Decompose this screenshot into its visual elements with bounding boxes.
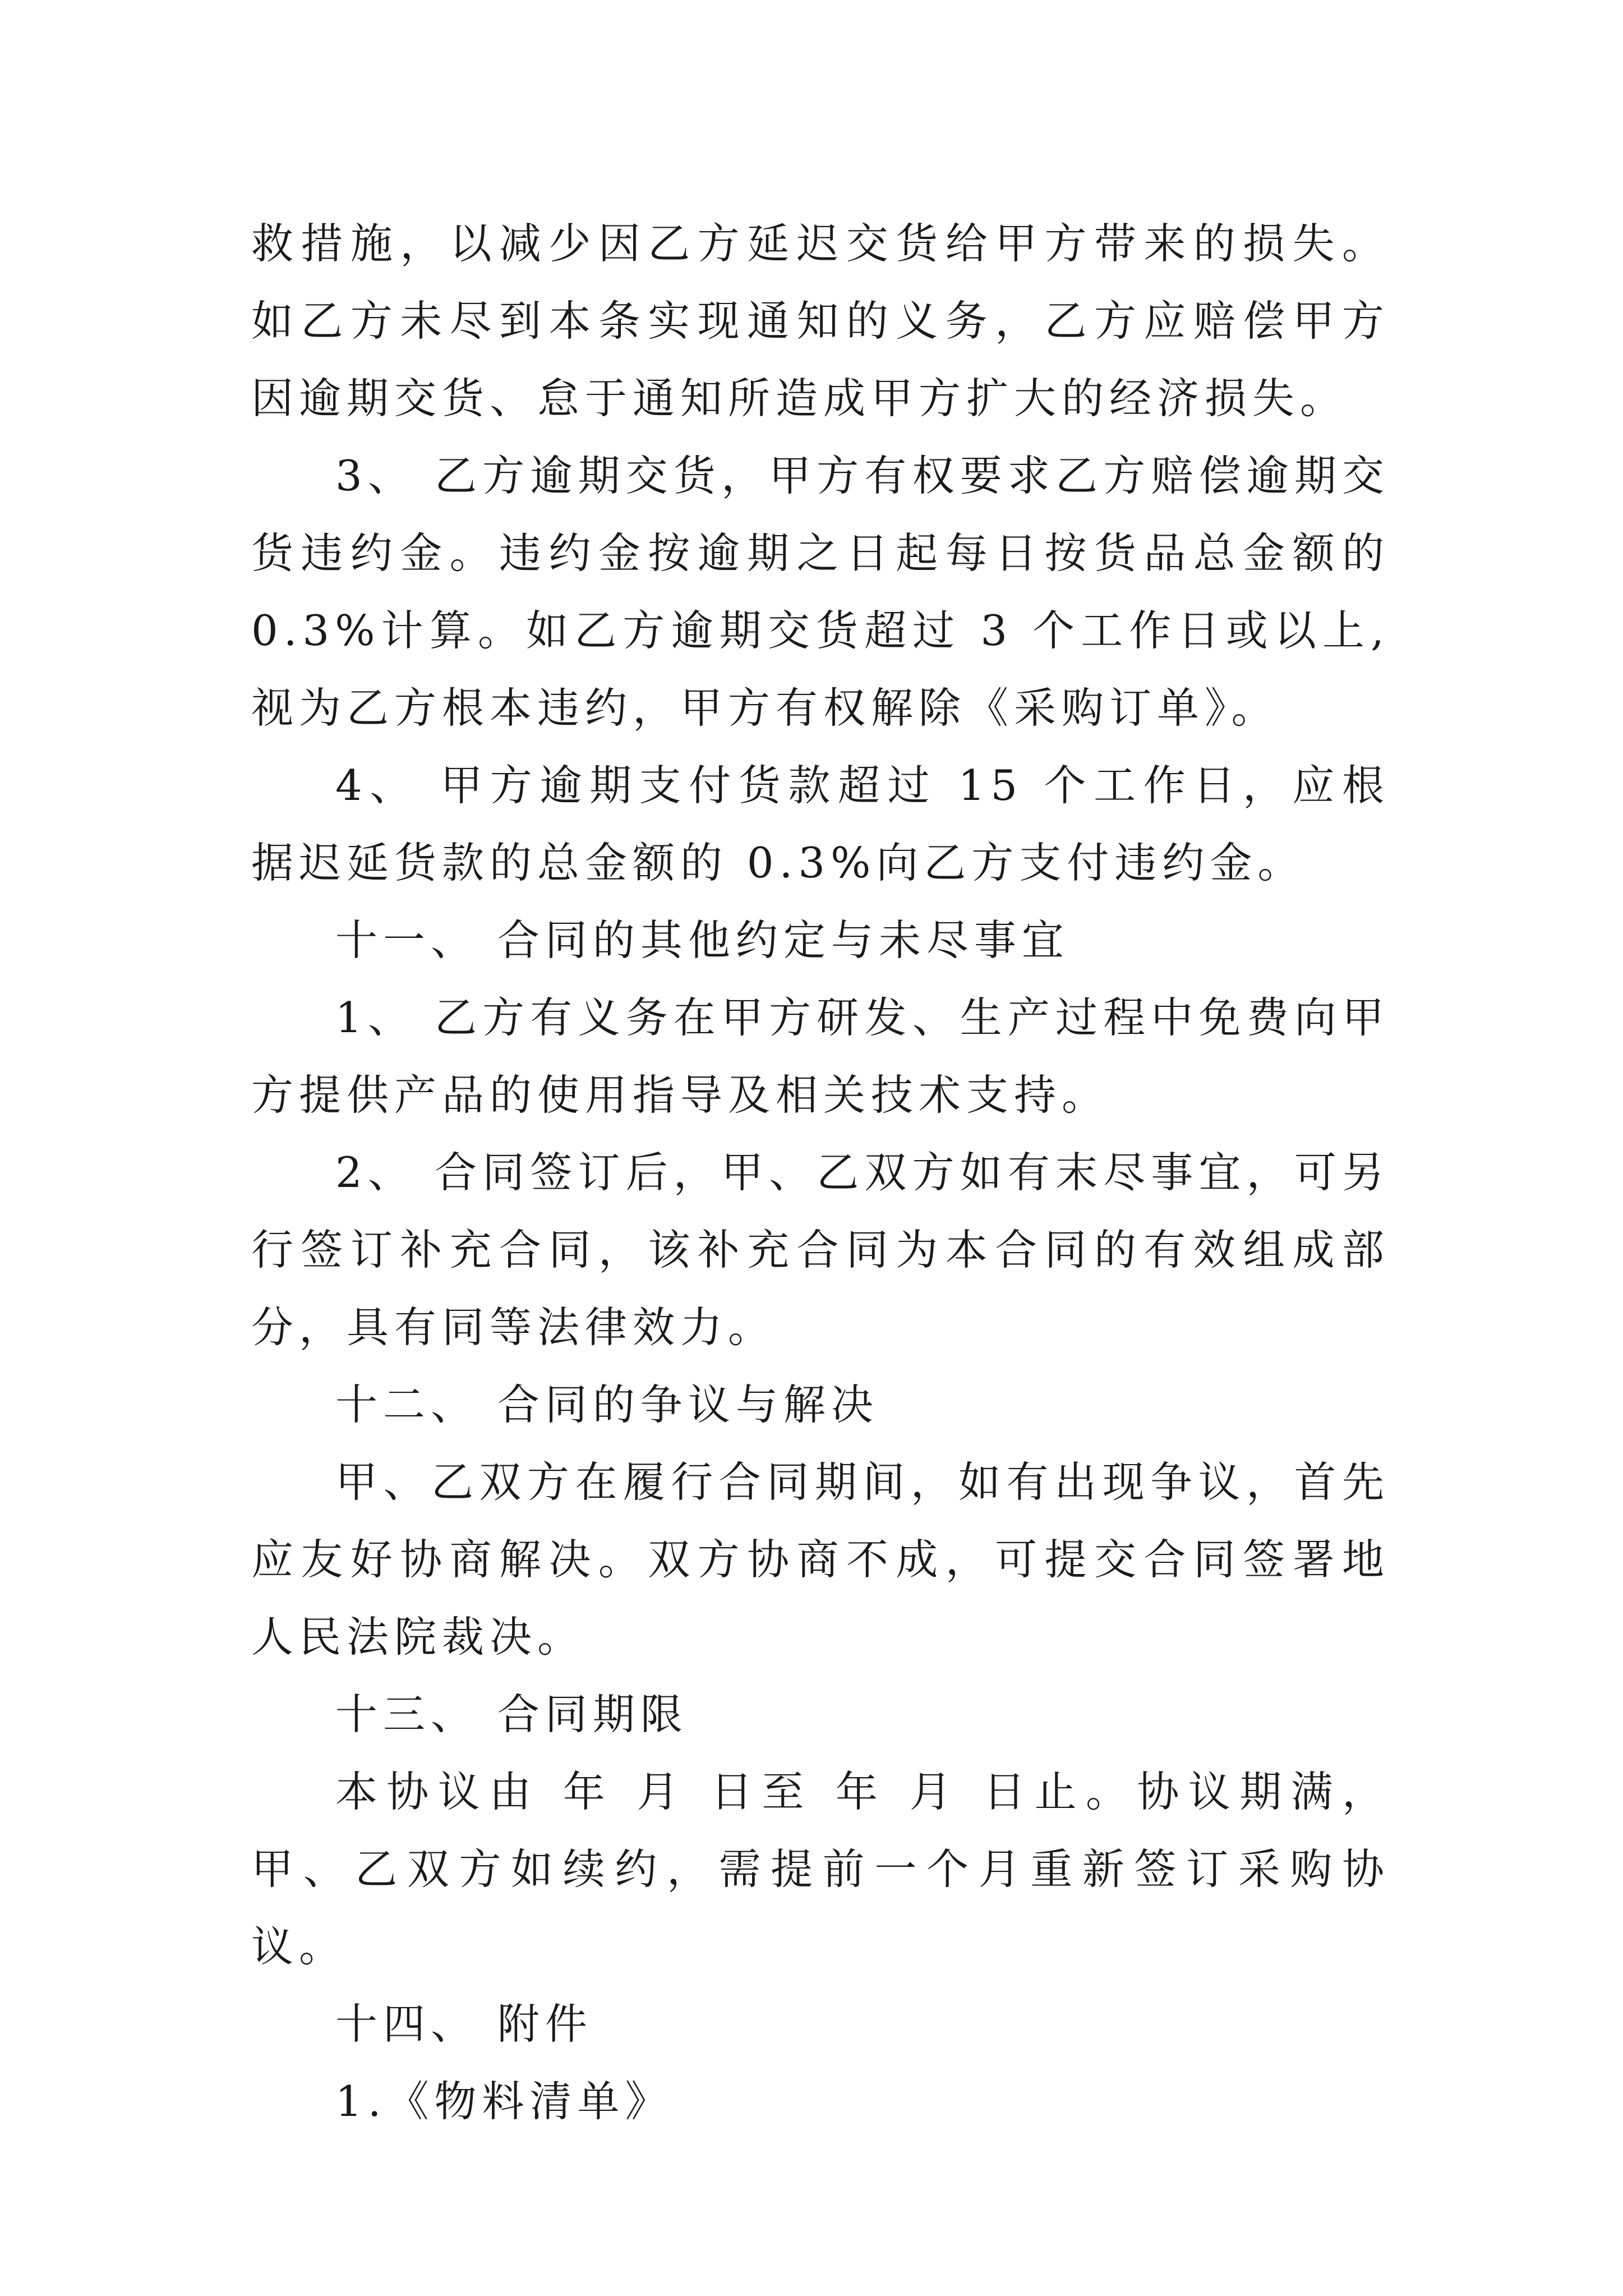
paragraph-contract-term: 本协议由 年 月 日至 年 月 日止。协议期满，甲、乙双方如续约，需提前一个月重新签订采购协议。 (251, 1767, 1390, 1971)
paragraph-section-11-item-2: 2、 合同签订后，甲、乙双方如有末尽事宜，可另行签订补充合同，该补充合同为本合同的有效组成部分，具有同等法律效力。 (251, 1148, 1390, 1352)
paragraph-remedy-continued: 救措施，以减少因乙方延迟交货给甲方带来的损失。如乙方未尽到本条实现通知的义务，乙方应赔偿甲方因逾期交货、怠于通知所造成甲方扩大的经济损失。 (251, 219, 1390, 423)
section-heading-14: 十四、 附件 (335, 1999, 593, 2049)
section-heading-12: 十二、 合同的争议与解决 (335, 1380, 879, 1429)
document-body (251, 205, 1390, 2140)
paragraph-clause-4: 4、 甲方逾期支付货款超过 15 个工作日，应根据迟延货款的总金额的 0.3%向乙方支付违约金。 (251, 761, 1390, 887)
section-heading-13: 十三、 合同期限 (335, 1690, 688, 1739)
paragraph-clause-3: 3、 乙方逾期交货，甲方有权要求乙方赔偿逾期交货违约金。违约金按逾期之日起每日按货品总金额的 0.3%计算。如乙方逾期交货超过 3 个工作日或以上,视为乙方根本违约，甲方有权解除《采购订单》。 (251, 451, 1390, 733)
paragraph-section-11-item-1: 1、 乙方有义务在甲方研发、生产过程中免费向甲方提供产品的使用指导及相关技术支持。 (251, 993, 1390, 1120)
attachment-item-1: 1.《物料清单》 (335, 2077, 673, 2126)
paragraph-dispute-resolution: 甲、乙双方在履行合同期间，如有出现争议，首先应友好协商解决。双方协商不成，可提交合同签署地人民法院裁决。 (251, 1457, 1390, 1662)
section-heading-11: 十一、 合同的其他约定与未尽事宜 (335, 915, 1069, 965)
